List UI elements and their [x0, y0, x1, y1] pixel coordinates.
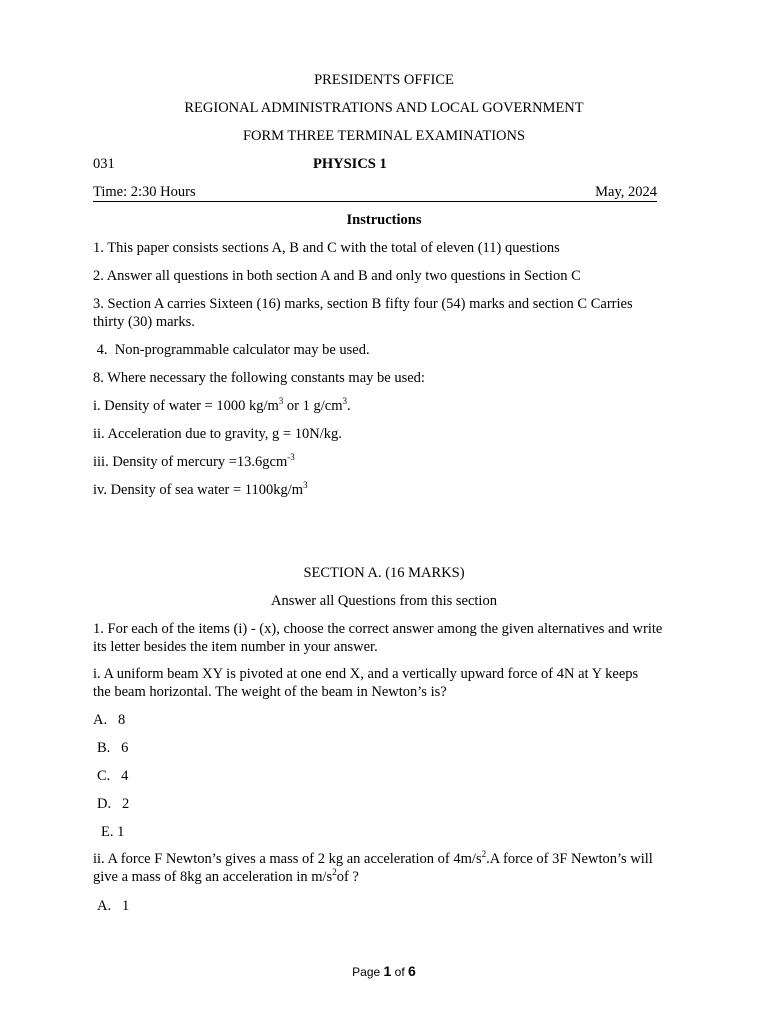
option-e: E. 1: [101, 824, 125, 840]
page-footer: Page 1 of 6: [352, 963, 416, 979]
exam-time: Time: 2:30 Hours: [93, 184, 196, 200]
section-a-title: SECTION A. (16 MARKS): [303, 565, 465, 581]
time-date-row: [93, 183, 657, 202]
exam-date: May, 2024: [595, 184, 657, 200]
question-ii-option-a: A. 1: [97, 898, 130, 914]
instructions-title: Instructions: [346, 212, 422, 228]
section-a-subtitle: Answer all Questions from this section: [271, 593, 497, 609]
question-1-intro: 1. For each of the items (i) - (x), choose the correct answer among the given alternatives and write its letter besides the item number in your answer.: [93, 621, 663, 655]
option-d: D. 2: [97, 796, 130, 812]
total-pages: 6: [408, 963, 416, 979]
constant-water-density: i. Density of water = 1000 $kg/m^3$ or 1 $g/cm^3$.: [93, 396, 351, 414]
constant-gravity: ii. Acceleration due to gravity, g = 10N/kg.: [93, 426, 342, 442]
option-a: A. 8: [93, 712, 126, 728]
question-ii: ii. A force F Newton’s gives a mass of 2 kg an acceleration of $4m/s^2.A$ force of 3F Newton’s will give a mass of 8kg an acceleration in $m/s^2of$ ?: [93, 849, 653, 885]
option-c: C. 4: [97, 768, 129, 784]
subject-title: PHYSICS 1: [313, 156, 387, 172]
exam-heading: FORM THREE TERMINAL EXAMINATIONS: [242, 128, 526, 144]
paper-code: 031: [93, 156, 115, 172]
constant-mercury-density: iii. Density of mercury =13.6gcm$^{-3}$: [93, 452, 295, 470]
question-i: i. A uniform beam XY is pivoted at one end X, and a vertically upward force of 4N at Y keeps the beam horizontal. The weight of the beam in Newton’s is?: [93, 666, 639, 700]
instruction-2: 2. Answer all questions in both section A and B and only two questions in Section C: [93, 268, 581, 284]
constant-sea-water-density: iv. Density of sea water = $1100kg/m^3$: [93, 480, 308, 498]
ministry-heading: REGIONAL ADMINISTRATIONS AND LOCAL GOVERNMENT: [184, 100, 584, 116]
current-page-number: 1: [383, 963, 392, 979]
instruction-1: 1. This paper consists sections A, B and C with the total of eleven (11) questions: [93, 240, 560, 256]
instruction-8: 8. Where necessary the following constants may be used:: [93, 370, 425, 386]
office-heading: PRESIDENTS OFFICE: [314, 72, 454, 88]
instruction-4: 4. Non-programmable calculator may be used.: [93, 342, 370, 358]
option-b: B. 6: [97, 740, 129, 756]
instruction-3: 3. Section A carries Sixteen (16) marks, section B fifty four (54) marks and section C Carries thirty (30) marks.: [93, 296, 633, 330]
